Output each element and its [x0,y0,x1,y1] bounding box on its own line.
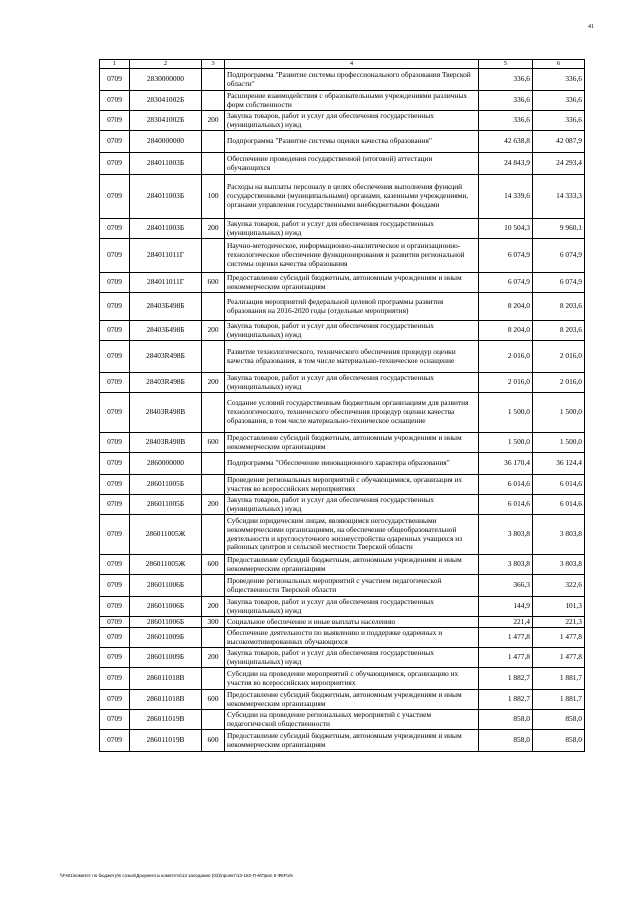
target-article-cell: 28403Б498Б [130,321,202,341]
table-row [100,617,585,628]
amount-executed-cell: 6 074,9 [533,273,585,293]
amount-planned-cell: 1 477,8 [479,628,533,648]
section-cell: 0709 [100,153,130,175]
section-cell: 0709 [100,111,130,131]
expense-kind-cell [202,69,225,91]
amount-executed-cell: 14 333,3 [533,175,585,219]
amount-executed-cell: 858,0 [533,710,585,730]
amount-executed-cell: 9 960,1 [533,219,585,239]
amount-executed-cell: 2 016,0 [533,373,585,393]
amount-executed-cell: 1 881,7 [533,668,585,690]
table-row [100,475,585,495]
target-article-cell: 28403R498Б [130,341,202,373]
target-article-cell: 286011009Б [130,628,202,648]
file-path-footer: \\Fs01\комитет по бюджету\6 созыв\Документы комитета\13 заседание (03)\проект\13-182-П-6\Прил 5 ФКР.xls [60,873,293,878]
table-row [100,515,585,555]
table-row [100,453,585,475]
item-name-cell: Закупка товаров, работ и услуг для обеспечения государственных (муниципальных) нужд [225,373,479,393]
amount-executed-cell: 36 124,4 [533,453,585,475]
target-article-cell: 2830000000 [130,69,202,91]
section-cell: 0709 [100,393,130,433]
item-name-cell: Закупка товаров, работ и услуг для обеспечения государственных (муниципальных) нужд [225,219,479,239]
table-row [100,433,585,453]
expense-kind-cell [202,341,225,373]
amount-planned-cell: 6 074,9 [479,239,533,273]
expense-kind-cell [202,575,225,597]
target-article-cell: 28403R498Б [130,373,202,393]
amount-planned-cell: 1 882,7 [479,690,533,710]
item-name-cell: Социальное обеспечение и иные выплаты населению [225,617,479,628]
section-cell: 0709 [100,555,130,575]
section-cell: 0709 [100,668,130,690]
amount-planned-cell: 144,9 [479,597,533,617]
amount-executed-cell: 1 881,7 [533,690,585,710]
item-name-cell: Научно-методическое, информационно-аналитическое и организационно-технологическое обеспечение функционирования и развития региональной системы оценки качества образования [225,239,479,273]
table-row [100,273,585,293]
expense-kind-cell [202,475,225,495]
amount-planned-cell: 858,0 [479,710,533,730]
target-article-cell: 286011009Б [130,648,202,668]
item-name-cell: Развитие технологического, технического обеспечения процедур оценки качества образования, в том числе материально-техническое оснащение [225,341,479,373]
amount-executed-cell: 6 074,9 [533,239,585,273]
item-name-cell: Закупка товаров, работ и услуг для обеспечения государственных (муниципальных) нужд [225,648,479,668]
target-article-cell: 286011005Ж [130,515,202,555]
amount-executed-cell: 3 803,8 [533,515,585,555]
amount-executed-cell: 2 016,0 [533,341,585,373]
expense-kind-cell: 200 [202,111,225,131]
expense-kind-cell [202,710,225,730]
section-cell: 0709 [100,239,130,273]
item-name-cell: Проведение региональных мероприятий с обучающимися, организация их участия во всероссийских мероприятиях [225,475,479,495]
expense-kind-cell: 200 [202,597,225,617]
amount-planned-cell: 366,3 [479,575,533,597]
table-row [100,239,585,273]
expense-kind-cell [202,453,225,475]
section-cell: 0709 [100,341,130,373]
amount-planned-cell: 336,6 [479,91,533,111]
expense-kind-cell [202,91,225,111]
item-name-cell: Расширение взаимодействия с образовательными учреждениями различных форм собственности [225,91,479,111]
amount-executed-cell: 6 014,6 [533,495,585,515]
target-article-cell: 286011019В [130,730,202,752]
amount-executed-cell: 322,6 [533,575,585,597]
section-cell: 0709 [100,293,130,321]
item-name-cell: Предоставление субсидий бюджетным, автономным учреждениям и иным некоммерческим организациям [225,730,479,752]
amount-executed-cell: 1 477,8 [533,648,585,668]
expense-kind-cell [202,293,225,321]
column-header: 6 [533,60,585,69]
table-row [100,628,585,648]
table-row [100,393,585,433]
section-cell: 0709 [100,91,130,111]
amount-executed-cell: 858,0 [533,730,585,752]
table-row [100,648,585,668]
column-header: 5 [479,60,533,69]
amount-planned-cell: 1 500,0 [479,393,533,433]
expense-kind-cell [202,393,225,433]
column-header: 1 [100,60,130,69]
amount-executed-cell: 1 500,0 [533,393,585,433]
target-article-cell: 2840000000 [130,131,202,153]
amount-executed-cell: 1 477,8 [533,628,585,648]
expense-kind-cell: 200 [202,219,225,239]
amount-planned-cell: 6 014,6 [479,495,533,515]
table-row [100,69,585,91]
amount-executed-cell: 101,3 [533,597,585,617]
target-article-cell: 286011005Ж [130,555,202,575]
item-name-cell: Закупка товаров, работ и услуг для обеспечения государственных (муниципальных) нужд [225,321,479,341]
target-article-cell: 286011005Б [130,475,202,495]
section-cell: 0709 [100,373,130,393]
table-row [100,219,585,239]
target-article-cell: 28403Б498Б [130,293,202,321]
section-cell: 0709 [100,495,130,515]
section-cell: 0709 [100,273,130,293]
section-cell: 0709 [100,219,130,239]
expense-kind-cell: 200 [202,321,225,341]
target-article-cell: 284011003Б [130,175,202,219]
item-name-cell: Закупка товаров, работ и услуг для обеспечения государственных (муниципальных) нужд [225,495,479,515]
amount-planned-cell: 14 339,6 [479,175,533,219]
item-name-cell: Создание условий государственным бюджетным организациям для развития технологического, технического обеспечения процедур оценки качества образования, в том числе материально-техническое оснащение [225,393,479,433]
section-cell: 0709 [100,175,130,219]
amount-planned-cell: 8 204,0 [479,293,533,321]
amount-executed-cell: 6 014,6 [533,475,585,495]
page-number: 41 [588,24,594,30]
item-name-cell: Подпрограмма "Развитие системы оценки качества образования" [225,131,479,153]
table-row [100,690,585,710]
amount-executed-cell: 8 203,6 [533,293,585,321]
expense-kind-cell: 600 [202,433,225,453]
section-cell: 0709 [100,575,130,597]
table-row [100,341,585,373]
item-name-cell: Закупка товаров, работ и услуг для обеспечения государственных (муниципальных) нужд [225,111,479,131]
table-body [100,69,585,752]
expense-kind-cell: 600 [202,690,225,710]
amount-planned-cell: 24 843,9 [479,153,533,175]
section-cell: 0709 [100,453,130,475]
table-row [100,293,585,321]
item-name-cell: Реализация мероприятий федеральной целевой программы развития образования на 2016-2020 годы (отдельные мероприятия) [225,293,479,321]
item-name-cell: Субсидии на проведение региональных мероприятий с участием педагогической общественности [225,710,479,730]
target-article-cell: 284011003Б [130,153,202,175]
item-name-cell: Предоставление субсидий бюджетным, автономным учреждениям и иным некоммерческим организациям [225,555,479,575]
amount-executed-cell: 336,6 [533,69,585,91]
amount-planned-cell: 336,6 [479,111,533,131]
item-name-cell: Предоставление субсидий бюджетным, автономным учреждениям и иным некоммерческим организациям [225,273,479,293]
item-name-cell: Расходы на выплаты персоналу в целях обеспечения выполнения функций государственными (муниципальными) органами, казенными учреждениями, органами управления государственными внебюджетными фондами [225,175,479,219]
amount-planned-cell: 1 477,8 [479,648,533,668]
table-row [100,710,585,730]
table-row [100,495,585,515]
section-cell: 0709 [100,730,130,752]
budget-table [99,59,585,752]
table-row [100,153,585,175]
item-name-cell: Субсидии на проведение мероприятий с обучающимися, организацию их участия во всероссийских мероприятиях [225,668,479,690]
amount-planned-cell: 2 016,0 [479,373,533,393]
expense-kind-cell: 600 [202,273,225,293]
item-name-cell: Закупка товаров, работ и услуг для обеспечения государственных (муниципальных) нужд [225,597,479,617]
amount-planned-cell: 858,0 [479,730,533,752]
amount-planned-cell: 2 016,0 [479,341,533,373]
target-article-cell: 286011006Б [130,617,202,628]
expense-kind-cell [202,668,225,690]
amount-planned-cell: 3 803,8 [479,555,533,575]
expense-kind-cell [202,239,225,273]
amount-planned-cell: 3 803,8 [479,515,533,555]
table-row [100,175,585,219]
amount-planned-cell: 1 882,7 [479,668,533,690]
section-cell: 0709 [100,131,130,153]
amount-planned-cell: 6 014,6 [479,475,533,495]
target-article-cell: 283041002Б [130,111,202,131]
section-cell: 0709 [100,515,130,555]
item-name-cell: Предоставление субсидий бюджетным, автономным учреждениям и иным некоммерческим организациям [225,690,479,710]
amount-executed-cell: 24 293,4 [533,153,585,175]
section-cell: 0709 [100,628,130,648]
section-cell: 0709 [100,69,130,91]
amount-executed-cell: 42 087,9 [533,131,585,153]
amount-planned-cell: 10 504,3 [479,219,533,239]
target-article-cell: 284011011Г [130,273,202,293]
section-cell: 0709 [100,690,130,710]
item-name-cell: Обеспечение деятельности по выявлению и поддержке одаренных и высокомотивированных обучающихся [225,628,479,648]
amount-executed-cell: 8 203,6 [533,321,585,341]
item-name-cell: Предоставление субсидий бюджетным, автономным учреждениям и иным некоммерческим организациям [225,433,479,453]
amount-planned-cell: 1 500,0 [479,433,533,453]
table-row [100,597,585,617]
target-article-cell: 286011006Б [130,575,202,597]
table-row [100,668,585,690]
item-name-cell: Субсидии юридическим лицам, являющимся негосударственными некоммерческими организациями, на обеспечение общеобразовательной деятельности и круглосуточного жизнеустройства одаренных учащихся из районных центров и сельской местности Тверской области [225,515,479,555]
target-article-cell: 286011005Б [130,495,202,515]
table-row [100,373,585,393]
amount-planned-cell: 6 074,9 [479,273,533,293]
table-row [100,321,585,341]
section-cell: 0709 [100,321,130,341]
expense-kind-cell [202,153,225,175]
section-cell: 0709 [100,433,130,453]
amount-planned-cell: 8 204,0 [479,321,533,341]
table-row [100,555,585,575]
amount-executed-cell: 336,6 [533,111,585,131]
item-name-cell: Подпрограмма "Развитие системы профессионального образования Тверской области" [225,69,479,91]
expense-kind-cell: 600 [202,555,225,575]
target-article-cell: 286011018В [130,690,202,710]
table-row [100,131,585,153]
column-header: 2 [130,60,202,69]
target-article-cell: 284011011Г [130,239,202,273]
item-name-cell: Подпрограмма "Обеспечение инновационного характера образования" [225,453,479,475]
section-cell: 0709 [100,710,130,730]
section-cell: 0709 [100,648,130,668]
expense-kind-cell [202,131,225,153]
expense-kind-cell: 300 [202,617,225,628]
column-header: 3 [202,60,225,69]
expense-kind-cell: 100 [202,175,225,219]
amount-executed-cell: 1 500,0 [533,433,585,453]
target-article-cell: 28403R498В [130,393,202,433]
amount-planned-cell: 36 170,4 [479,453,533,475]
expense-kind-cell: 200 [202,373,225,393]
table-row [100,111,585,131]
target-article-cell: 284011003Б [130,219,202,239]
table-row [100,91,585,111]
target-article-cell: 286011019В [130,710,202,730]
target-article-cell: 28403R498В [130,433,202,453]
amount-executed-cell: 3 803,8 [533,555,585,575]
item-name-cell: Проведение региональных мероприятий с участием педагогической общественности Тверской области [225,575,479,597]
table-row [100,730,585,752]
amount-planned-cell: 336,6 [479,69,533,91]
expense-kind-cell: 600 [202,730,225,752]
amount-planned-cell: 221,4 [479,617,533,628]
column-header: 4 [225,60,479,69]
expense-kind-cell [202,515,225,555]
amount-executed-cell: 221,3 [533,617,585,628]
header-row [100,60,585,69]
expense-kind-cell: 200 [202,648,225,668]
item-name-cell: Обеспечение проведения государственной (итоговой) аттестации обучающихся [225,153,479,175]
amount-planned-cell: 42 638,8 [479,131,533,153]
target-article-cell: 2860000000 [130,453,202,475]
target-article-cell: 286011018В [130,668,202,690]
section-cell: 0709 [100,617,130,628]
amount-executed-cell: 336,6 [533,91,585,111]
target-article-cell: 286011006Б [130,597,202,617]
expense-kind-cell [202,628,225,648]
table-row [100,575,585,597]
target-article-cell: 283041002Б [130,91,202,111]
section-cell: 0709 [100,597,130,617]
expense-kind-cell: 200 [202,495,225,515]
section-cell: 0709 [100,475,130,495]
